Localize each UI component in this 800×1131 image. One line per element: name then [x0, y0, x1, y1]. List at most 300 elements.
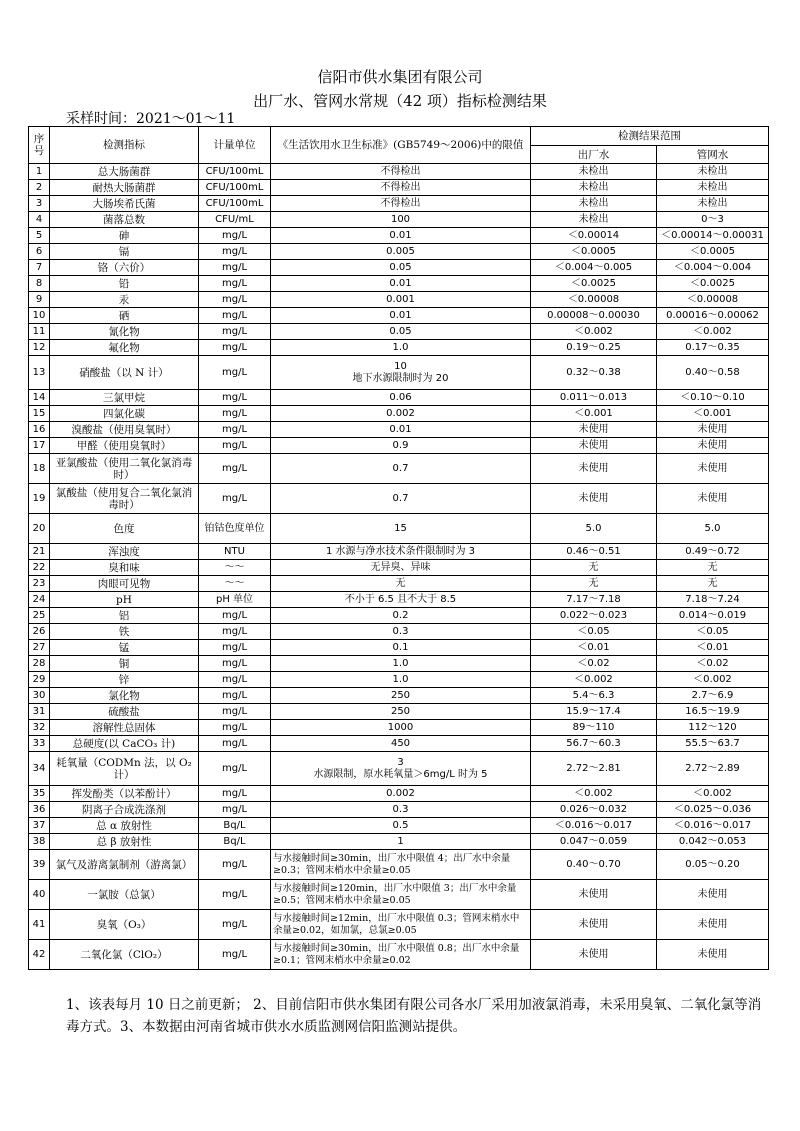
header-indicator: 检测指标 — [50, 127, 199, 164]
row-network: 未使用 — [657, 454, 769, 484]
row-factory: 无 — [531, 576, 657, 592]
row-limit — [271, 880, 531, 910]
row-factory: ＜0.002 — [531, 324, 657, 340]
row-indicator: 耐热大肠菌群 — [50, 180, 199, 196]
table-row — [29, 544, 769, 560]
row-limit — [271, 752, 531, 786]
row-limit — [271, 212, 531, 228]
row-unit: mg/L — [199, 802, 271, 818]
row-network: 0.17～0.35 — [657, 340, 769, 356]
row-network: 未使用 — [657, 422, 769, 438]
row-limit — [271, 544, 531, 560]
page-subtitle: 出厂水、管网水常规（42 项）指标检测结果 — [253, 92, 547, 110]
row-limit — [271, 292, 531, 308]
table-row — [29, 308, 769, 324]
row-factory: ＜0.002 — [531, 786, 657, 802]
row-indicator: 臭和味 — [50, 560, 199, 576]
table-row — [29, 422, 769, 438]
row-factory: ＜0.0025 — [531, 276, 657, 292]
row-factory: ＜0.001 — [531, 406, 657, 422]
row-indicator: 四氯化碳 — [50, 406, 199, 422]
row-unit: CFU/100mL — [199, 164, 271, 180]
row-factory: 无 — [531, 560, 657, 576]
row-no: 36 — [29, 802, 50, 818]
row-network: 未检出 — [657, 164, 769, 180]
row-limit-text: 0.01 — [389, 229, 412, 241]
row-indicator: 氯酸盐（使用复合二氧化氯消毒时） — [50, 484, 199, 514]
row-unit: mg/L — [199, 484, 271, 514]
row-indicator: 铜 — [50, 656, 199, 672]
row-limit-text: 1.0 — [392, 673, 409, 685]
row-indicator: pH — [50, 592, 199, 608]
row-indicator: 溶解性总固体 — [50, 720, 199, 736]
row-limit-text: 不得检出 — [380, 197, 421, 209]
row-limit — [271, 196, 531, 212]
row-limit — [271, 356, 531, 390]
row-network: 未使用 — [657, 910, 769, 940]
row-no: 6 — [29, 244, 50, 260]
row-network: ＜0.001 — [657, 406, 769, 422]
row-unit: ～～ — [199, 560, 271, 576]
row-limit-text: 0.3 — [392, 625, 409, 637]
row-no: 2 — [29, 180, 50, 196]
row-limit-text: 不小于 6.5 且不大于 8.5 — [344, 593, 457, 605]
row-indicator: 溴酸盐（使用臭氧时） — [50, 422, 199, 438]
row-network: 5.0 — [657, 514, 769, 544]
row-factory: 0.011～0.013 — [531, 390, 657, 406]
row-indicator: 臭氧（O₃） — [50, 910, 199, 940]
header-range: 检测结果范围 — [531, 127, 769, 146]
table-row — [29, 910, 769, 940]
row-limit — [271, 640, 531, 656]
row-indicator: 铬（六价） — [50, 260, 199, 276]
row-unit: mg/L — [199, 704, 271, 720]
row-limit-text: 0.005 — [386, 245, 415, 257]
row-network: 0.00016～0.00062 — [657, 308, 769, 324]
table-row — [29, 356, 769, 390]
row-network: ＜0.016～0.017 — [657, 818, 769, 834]
row-indicator: 亚氯酸盐（使用二氧化氯消毒时） — [50, 454, 199, 484]
row-limit-text: 0.7 — [392, 492, 409, 504]
row-unit: mg/L — [199, 608, 271, 624]
row-factory: 未使用 — [531, 454, 657, 484]
row-limit-text: 不得检出 — [380, 165, 421, 177]
table-row — [29, 164, 769, 180]
row-network: ＜0.00008 — [657, 292, 769, 308]
row-limit — [271, 390, 531, 406]
row-no: 15 — [29, 406, 50, 422]
table-row — [29, 850, 769, 880]
row-no: 4 — [29, 212, 50, 228]
table-row — [29, 834, 769, 850]
row-network: ＜0.002 — [657, 324, 769, 340]
row-unit: Bq/L — [199, 818, 271, 834]
row-limit-text: 0.001 — [386, 293, 415, 305]
row-limit-text: 10 — [394, 360, 407, 372]
row-factory: 未使用 — [531, 484, 657, 514]
row-factory: 未使用 — [531, 438, 657, 454]
row-limit — [271, 720, 531, 736]
row-limit-text: 与水接触时间≥30min，出厂水中限值 4；出厂水中余量≥0.3；管网末梢水中余量≥0.05 — [273, 852, 511, 876]
table-row — [29, 196, 769, 212]
row-no: 35 — [29, 786, 50, 802]
row-unit: mg/L — [199, 422, 271, 438]
row-limit-text: 1.0 — [392, 657, 409, 669]
row-no: 17 — [29, 438, 50, 454]
row-limit — [271, 228, 531, 244]
row-no: 40 — [29, 880, 50, 910]
row-no: 8 — [29, 276, 50, 292]
row-indicator: 浑浊度 — [50, 544, 199, 560]
row-limit-text: 0.7 — [392, 462, 409, 474]
row-factory: 0.022～0.023 — [531, 608, 657, 624]
row-limit-text: 与水接触时间≥120min，出厂水中限值 3；出厂水中余量≥0.5；管网末梢水中余量≥0.05 — [273, 882, 517, 906]
row-limit — [271, 736, 531, 752]
row-unit: CFU/mL — [199, 212, 271, 228]
row-limit — [271, 164, 531, 180]
row-unit: mg/L — [199, 624, 271, 640]
row-factory: 未检出 — [531, 212, 657, 228]
row-network: 未检出 — [657, 196, 769, 212]
table-row — [29, 260, 769, 276]
row-no: 34 — [29, 752, 50, 786]
row-indicator: 铅 — [50, 276, 199, 292]
row-no: 20 — [29, 514, 50, 544]
row-no: 13 — [29, 356, 50, 390]
row-indicator: 氰化物 — [50, 324, 199, 340]
table-row — [29, 802, 769, 818]
row-limit-text: 0.002 — [386, 787, 415, 799]
row-limit-text: 1.0 — [392, 341, 409, 353]
row-unit: mg/L — [199, 720, 271, 736]
row-indicator: 大肠埃希氏菌 — [50, 196, 199, 212]
table-row — [29, 656, 769, 672]
footnotes: 1、该表每月 10 日之前更新； 2、目前信阳市供水集团有限公司各水厂采用加液氯消毒，未采用臭氧、二氧化氯等消毒方式。3、本数据由河南省城市供水水质监测网信阳监测站提供。 — [66, 997, 762, 1035]
row-unit: mg/L — [199, 910, 271, 940]
row-indicator: 铝 — [50, 608, 199, 624]
row-unit: mg/L — [199, 356, 271, 390]
row-limit-text: 无 — [395, 577, 406, 589]
row-factory: 未使用 — [531, 422, 657, 438]
row-unit: mg/L — [199, 880, 271, 910]
row-network: 无 — [657, 576, 769, 592]
row-limit — [271, 624, 531, 640]
row-limit-text: 0.05 — [389, 325, 412, 337]
row-factory: 未检出 — [531, 164, 657, 180]
row-unit: mg/L — [199, 786, 271, 802]
row-factory: ＜0.05 — [531, 624, 657, 640]
row-factory: ＜0.01 — [531, 640, 657, 656]
row-limit — [271, 608, 531, 624]
header-unit: 计量单位 — [199, 127, 271, 164]
row-limit — [271, 324, 531, 340]
row-no: 33 — [29, 736, 50, 752]
row-network: ＜0.0005 — [657, 244, 769, 260]
row-factory: 56.7～60.3 — [531, 736, 657, 752]
row-limit-text: 0.1 — [392, 641, 409, 653]
header-no: 序号 — [29, 127, 50, 164]
row-unit: mg/L — [199, 438, 271, 454]
table-row — [29, 406, 769, 422]
row-unit: mg/L — [199, 340, 271, 356]
row-no: 12 — [29, 340, 50, 356]
row-no: 3 — [29, 196, 50, 212]
row-network: 0.49～0.72 — [657, 544, 769, 560]
row-limit — [271, 260, 531, 276]
row-network: ＜0.004～0.004 — [657, 260, 769, 276]
row-unit: mg/L — [199, 308, 271, 324]
row-indicator: 总 β 放射性 — [50, 834, 199, 850]
row-network: ＜0.002 — [657, 786, 769, 802]
row-indicator: 一氯胺（总氯） — [50, 880, 199, 910]
row-factory: 0.026～0.032 — [531, 802, 657, 818]
row-limit-note: 水源限制，原水耗氧量＞6mg/L 时为 5 — [313, 768, 488, 780]
table-row — [29, 514, 769, 544]
table-row — [29, 244, 769, 260]
row-indicator: 二氧化氯（ClO₂） — [50, 940, 199, 970]
table-row — [29, 880, 769, 910]
row-indicator: 氯化物 — [50, 688, 199, 704]
row-indicator: 耗氧量（CODMn 法，以 O₂ 计） — [50, 752, 199, 786]
row-no: 1 — [29, 164, 50, 180]
row-indicator: 铁 — [50, 624, 199, 640]
row-network: 7.18～7.24 — [657, 592, 769, 608]
row-no: 18 — [29, 454, 50, 484]
row-no: 30 — [29, 688, 50, 704]
row-limit-text: 1 — [397, 835, 404, 847]
row-network: ＜0.00014～0.00031 — [657, 228, 769, 244]
row-limit — [271, 688, 531, 704]
row-network: 未使用 — [657, 940, 769, 970]
table-row — [29, 818, 769, 834]
row-limit-text: 3 — [397, 756, 404, 768]
row-limit-text: 250 — [390, 689, 411, 701]
row-no: 19 — [29, 484, 50, 514]
row-factory: 89～110 — [531, 720, 657, 736]
header-limit: 《生活饮用水卫生标准》(GB5749～2006)中的限值 — [271, 127, 531, 164]
row-network: ＜0.01 — [657, 640, 769, 656]
table-row — [29, 704, 769, 720]
row-no: 16 — [29, 422, 50, 438]
row-no: 11 — [29, 324, 50, 340]
row-unit: Bq/L — [199, 834, 271, 850]
row-limit — [271, 656, 531, 672]
row-indicator: 挥发酚类（以苯酚计） — [50, 786, 199, 802]
row-unit: mg/L — [199, 276, 271, 292]
row-limit — [271, 308, 531, 324]
row-no: 27 — [29, 640, 50, 656]
row-limit — [271, 484, 531, 514]
row-limit-text: 1000 — [387, 721, 414, 733]
row-indicator: 氟化物 — [50, 340, 199, 356]
row-limit-note: 地下水源限制时为 20 — [352, 372, 449, 384]
row-network: ＜0.10～0.10 — [657, 390, 769, 406]
row-no: 26 — [29, 624, 50, 640]
row-network: 未检出 — [657, 180, 769, 196]
row-unit: mg/L — [199, 736, 271, 752]
row-no: 39 — [29, 850, 50, 880]
row-network: ＜0.025～0.036 — [657, 802, 769, 818]
table-row — [29, 180, 769, 196]
row-network: 未使用 — [657, 484, 769, 514]
row-limit — [271, 910, 531, 940]
row-unit: CFU/100mL — [199, 180, 271, 196]
row-unit: NTU — [199, 544, 271, 560]
row-factory: 未使用 — [531, 940, 657, 970]
row-factory: 7.17～7.18 — [531, 592, 657, 608]
row-no: 25 — [29, 608, 50, 624]
row-factory: 未使用 — [531, 880, 657, 910]
row-limit — [271, 180, 531, 196]
table-row — [29, 438, 769, 454]
row-factory: 0.00008～0.00030 — [531, 308, 657, 324]
row-network: 55.5～63.7 — [657, 736, 769, 752]
results-table — [28, 126, 769, 970]
row-unit: mg/L — [199, 640, 271, 656]
row-network: 0.014～0.019 — [657, 608, 769, 624]
row-network: 无 — [657, 560, 769, 576]
sampling-time: 采样时间：2021～01～11 — [66, 111, 236, 127]
row-indicator: 总大肠菌群 — [50, 164, 199, 180]
row-limit-text: 0.01 — [389, 309, 412, 321]
row-factory: 0.32～0.38 — [531, 356, 657, 390]
row-limit-text: 不得检出 — [380, 181, 421, 193]
row-unit: mg/L — [199, 292, 271, 308]
table-row — [29, 752, 769, 786]
row-factory: ＜0.0005 — [531, 244, 657, 260]
row-indicator: 总硬度(以 CaCO₃ 计) — [50, 736, 199, 752]
row-no: 23 — [29, 576, 50, 592]
row-unit: mg/L — [199, 244, 271, 260]
row-factory: 未检出 — [531, 180, 657, 196]
row-limit — [271, 422, 531, 438]
row-unit: mg/L — [199, 454, 271, 484]
row-limit — [271, 802, 531, 818]
header-network: 管网水 — [657, 146, 769, 164]
row-limit-text: 0.5 — [392, 819, 409, 831]
page-title: 信阳市供水集团有限公司 — [317, 68, 483, 86]
row-factory: ＜0.02 — [531, 656, 657, 672]
row-unit: 铂钴色度单位 — [199, 514, 271, 544]
row-factory: 未检出 — [531, 196, 657, 212]
row-no: 37 — [29, 818, 50, 834]
row-limit-text: 100 — [390, 213, 411, 225]
row-factory: 0.40～0.70 — [531, 850, 657, 880]
row-limit-text: 与水接触时间≥30min，出厂水中限值 0.8；出厂水中余量≥0.1；管网末梢水中余量≥0.02 — [273, 942, 520, 966]
header-factory: 出厂水 — [531, 146, 657, 164]
row-factory: 0.46～0.51 — [531, 544, 657, 560]
row-network: ＜0.02 — [657, 656, 769, 672]
row-unit: mg/L — [199, 850, 271, 880]
row-unit: mg/L — [199, 260, 271, 276]
row-limit — [271, 438, 531, 454]
row-factory: 15.9～17.4 — [531, 704, 657, 720]
row-unit: mg/L — [199, 940, 271, 970]
row-limit-text: 450 — [390, 737, 411, 749]
row-limit — [271, 818, 531, 834]
row-network: 112～120 — [657, 720, 769, 736]
row-limit — [271, 276, 531, 292]
row-network: ＜0.0025 — [657, 276, 769, 292]
row-unit: CFU/100mL — [199, 196, 271, 212]
row-no: 28 — [29, 656, 50, 672]
row-limit-text: 与水接触时间≥12min，出厂水中限值 0.3；管网末梢水中余量≥0.02，如加氯，总氯≥0.05 — [273, 912, 520, 936]
row-limit — [271, 940, 531, 970]
row-indicator: 甲醛（使用臭氧时） — [50, 438, 199, 454]
row-network: 0～3 — [657, 212, 769, 228]
row-indicator: 总 α 放射性 — [50, 818, 199, 834]
row-no: 41 — [29, 910, 50, 940]
row-network: 2.72～2.89 — [657, 752, 769, 786]
table-row — [29, 212, 769, 228]
row-limit — [271, 560, 531, 576]
row-factory: 未使用 — [531, 910, 657, 940]
row-unit: mg/L — [199, 324, 271, 340]
row-network: ＜0.002 — [657, 672, 769, 688]
row-limit-text: 无异臭、异味 — [370, 561, 431, 573]
row-no: 31 — [29, 704, 50, 720]
row-unit: mg/L — [199, 228, 271, 244]
row-limit-text: 1 水源与净水技术条件限制时为 3 — [325, 545, 476, 557]
row-network: 2.7～6.9 — [657, 688, 769, 704]
row-indicator: 氯气及游离氯制剂（游离氯） — [50, 850, 199, 880]
table-row — [29, 484, 769, 514]
row-limit-text: 250 — [390, 705, 411, 717]
row-limit — [271, 340, 531, 356]
row-factory: 0.047～0.059 — [531, 834, 657, 850]
row-no: 24 — [29, 592, 50, 608]
row-no: 14 — [29, 390, 50, 406]
table-row — [29, 608, 769, 624]
table-row — [29, 324, 769, 340]
table-row — [29, 576, 769, 592]
row-indicator: 锰 — [50, 640, 199, 656]
row-limit-text: 0.05 — [389, 261, 412, 273]
row-unit: pH 单位 — [199, 592, 271, 608]
table-row — [29, 672, 769, 688]
row-no: 10 — [29, 308, 50, 324]
table-row — [29, 292, 769, 308]
row-network: 未使用 — [657, 438, 769, 454]
row-limit-text: 0.9 — [392, 439, 409, 451]
row-limit — [271, 576, 531, 592]
row-indicator: 锌 — [50, 672, 199, 688]
row-factory: 5.0 — [531, 514, 657, 544]
row-limit — [271, 672, 531, 688]
row-factory: 5.4～6.3 — [531, 688, 657, 704]
row-factory: ＜0.00014 — [531, 228, 657, 244]
row-network: 16.5～19.9 — [657, 704, 769, 720]
row-network: 0.40～0.58 — [657, 356, 769, 390]
row-limit — [271, 704, 531, 720]
row-unit: mg/L — [199, 406, 271, 422]
table-row — [29, 786, 769, 802]
row-indicator: 硝酸盐（以 N 计） — [50, 356, 199, 390]
row-indicator: 三氯甲烷 — [50, 390, 199, 406]
row-no: 22 — [29, 560, 50, 576]
row-no: 42 — [29, 940, 50, 970]
row-limit-text: 15 — [394, 522, 407, 534]
row-no: 7 — [29, 260, 50, 276]
row-unit: mg/L — [199, 672, 271, 688]
row-indicator: 汞 — [50, 292, 199, 308]
table-row — [29, 276, 769, 292]
row-factory: ＜0.002 — [531, 672, 657, 688]
row-indicator: 菌落总数 — [50, 212, 199, 228]
row-limit-text: 0.002 — [386, 407, 415, 419]
table-row — [29, 592, 769, 608]
table-row — [29, 560, 769, 576]
